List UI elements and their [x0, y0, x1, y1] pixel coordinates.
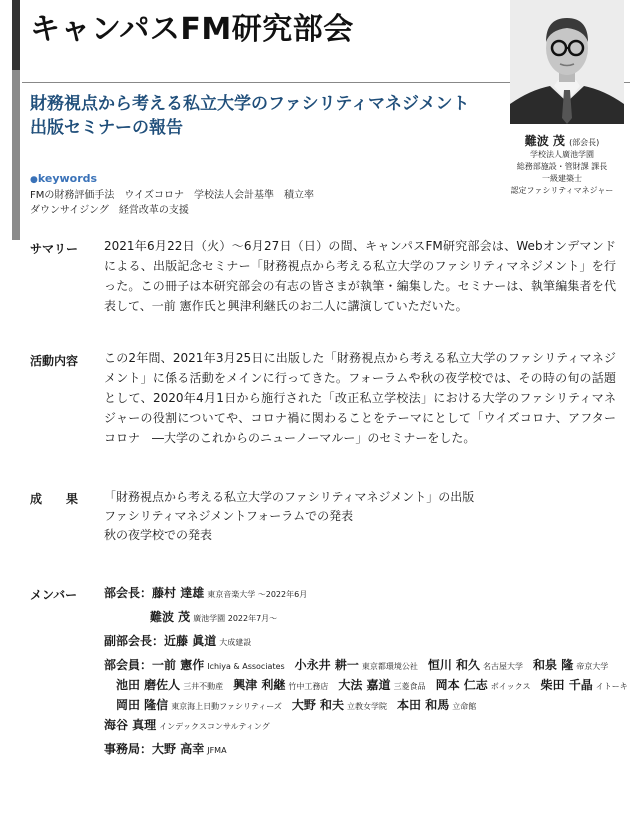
author-affiliation: 学校法人廣池学園 [530, 150, 594, 159]
vice-leader-label: 副部会長： [104, 634, 165, 648]
author-role: (部会長) [569, 138, 600, 147]
member-name: 藤村 達雄 [152, 586, 205, 600]
member-name: 小永井 耕一 [294, 658, 359, 672]
summary-label: サマリー [30, 242, 79, 256]
author-name [500, 132, 624, 149]
member-affiliation: 東京海上日動ファシリティーズ [171, 702, 282, 711]
activity-label: 活動内容 [30, 354, 79, 368]
result-item-1: 「財務視点から考える私立大学のファシリティマネジメント」の出版 [104, 490, 475, 504]
portrait-image [510, 0, 624, 124]
summary-text: 2021年6月22日（火）～6月27日（日）の間、キャンパスFM研究部会は、Webオンデマンドによる、出版記念セミナー「財務視点から考える私立大学のファシリティマネジメント」を行った。この冊子は本研究部会の有志の皆さまが執筆・編集した。セミナーは、執筆編集者を代表して、一前 憲作氏と興津利継氏のお二人に講演していただいた。 [104, 239, 616, 313]
member-affiliation: 竹中工務店 [288, 682, 329, 691]
keywords-heading-text: keywords [37, 172, 98, 185]
member-name: 柴田 千晶 [540, 678, 593, 692]
subtitle-line-1: 財務視点から考える私立大学のファシリティマネジメント [30, 94, 470, 114]
activity-text: この2年間、2021年3月25日に出版した「財務視点から考える私立大学のファシリティマネジメント」に係る活動をメインに行ってきた。フォーラムや秋の夜学校では、その時の旬の話題として、2020年4月1日から施行された「改正私立学校法」における大学のファシリティマネジャーの役割についてや、コロナ禍に関わることをテーマにとして「ウイズコロナ、アフターコロナ ―大学のこれからのニューノーマルー」のセミナーをした。 [104, 351, 616, 445]
author-profile [500, 132, 624, 197]
author-name-text: 難波 茂 [524, 134, 565, 148]
member-affiliation: 大成建設 [219, 638, 252, 647]
member-affiliation: インデックスコンサルティング [159, 722, 270, 731]
member-name: 和泉 隆 [533, 658, 574, 672]
member-name: 興津 利継 [233, 678, 286, 692]
subtitle-line-2: 出版セミナーの報告 [30, 118, 183, 138]
accent-bar-dark [12, 0, 20, 70]
member-affiliation: 東京都環境公社 [361, 662, 418, 671]
author-certification: 認定ファシリティマネジャー [510, 186, 614, 195]
bullet-icon: ● [30, 175, 38, 185]
member-affiliation: 立教女学院 [347, 702, 388, 711]
article-subtitle [30, 92, 469, 140]
author-license: 一級建築士 [542, 174, 582, 183]
result-item-3: 秋の夜学校での発表 [104, 528, 213, 542]
member-name: 大法 嘉道 [338, 678, 391, 692]
members-label-text: 部会員： [104, 658, 153, 672]
author-photo [510, 0, 624, 124]
keywords-heading [30, 172, 97, 185]
vice-leader-row [104, 632, 261, 652]
keywords-line-1: FMの財務評価手法 ウイズコロナ 学校法人会計基準 積立率 [30, 190, 314, 201]
member-name: 海谷 真理 [104, 718, 157, 732]
member-name: 難波 茂 [150, 610, 191, 624]
member-affiliation: JFMA [207, 746, 227, 755]
office-label: 事務局： [104, 742, 153, 756]
member-name: 岡田 隆信 [116, 698, 169, 712]
member-name: 大野 和夫 [291, 698, 345, 712]
leader-row-2 [150, 608, 287, 628]
member-name: 大野 高幸 [152, 742, 205, 756]
results-label: 成 果 [30, 492, 79, 506]
accent-bar-grey [12, 70, 20, 240]
member-affiliation: 東京音楽大学 ～2022年6月 [207, 590, 308, 599]
members-row-3 [116, 696, 486, 716]
member-name: 恒川 和久 [427, 658, 481, 672]
member-name: 本田 和馬 [397, 698, 450, 712]
member-affiliation: 帝京大学 [576, 662, 609, 671]
members-row-4 [104, 716, 280, 736]
leader-row-1 [104, 584, 317, 604]
member-affiliation: 廣池学園 2022年7月～ [193, 614, 278, 623]
members-row-2 [116, 676, 630, 696]
page-title: キャンパスFM研究部会 [30, 12, 354, 47]
member-affiliation: 立命館 [452, 702, 477, 711]
office-row [104, 740, 237, 760]
member-affiliation: ボイックス [490, 682, 531, 691]
members-label: メンバー [30, 588, 78, 602]
members-row-1 [104, 656, 618, 676]
member-affiliation: Ichiya & Associates [207, 662, 285, 671]
result-item-2: ファシリティマネジメントフォーラムでの発表 [104, 509, 354, 523]
leader-label: 部会長： [104, 586, 153, 600]
member-affiliation: 三菱食品 [393, 682, 426, 691]
member-affiliation: 三井不動産 [183, 682, 224, 691]
member-name: 岡本 仁志 [435, 678, 488, 692]
keywords-line-2: ダウンサイジング 経営改革の支援 [30, 205, 189, 216]
member-affiliation: 名古屋大学 [483, 662, 524, 671]
member-affiliation: イトーキ [595, 682, 628, 691]
author-department: 総務部施設・管財課 課長 [516, 162, 608, 171]
member-name: 池田 磨佐人 [116, 678, 181, 692]
member-name: 一前 憲作 [152, 658, 205, 672]
member-name: 近藤 眞道 [164, 634, 217, 648]
